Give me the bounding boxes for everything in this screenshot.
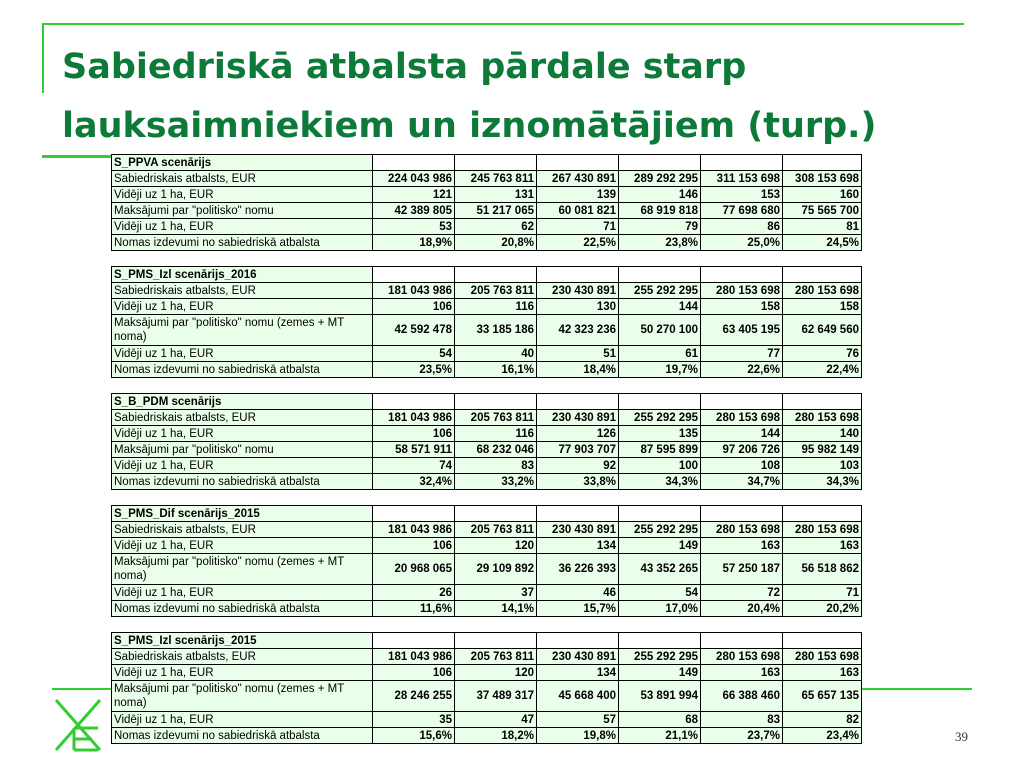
value-cell: 51 217 065: [455, 203, 537, 219]
value-cell: 245 763 811: [455, 171, 537, 187]
value-cell: 74: [373, 458, 455, 474]
empty-header-cell: [373, 506, 455, 522]
value-cell: 144: [619, 299, 701, 315]
value-cell: 280 153 698: [701, 522, 783, 538]
empty-header-cell: [619, 633, 701, 649]
value-cell: 25,0%: [701, 235, 783, 251]
scenario-name: S_PPVA scenārijs: [112, 155, 373, 171]
value-cell: 60 081 821: [537, 203, 619, 219]
empty-header-cell: [537, 394, 619, 410]
value-cell: 26: [373, 585, 455, 601]
left-accent-line: [42, 23, 44, 93]
value-cell: 280 153 698: [783, 283, 862, 299]
value-cell: 65 657 135: [783, 681, 862, 712]
value-cell: 255 292 295: [619, 410, 701, 426]
row-label: Vidēji uz 1 ha, EUR: [112, 538, 373, 554]
empty-header-cell: [701, 267, 783, 283]
value-cell: 230 430 891: [537, 410, 619, 426]
value-cell: 77 698 680: [701, 203, 783, 219]
value-cell: 230 430 891: [537, 283, 619, 299]
table-row: [112, 315, 862, 346]
value-cell: 103: [783, 458, 862, 474]
value-cell: 14,1%: [455, 601, 537, 617]
scenario-header-row: [112, 394, 862, 410]
value-cell: 280 153 698: [701, 283, 783, 299]
value-cell: 267 430 891: [537, 171, 619, 187]
empty-header-cell: [373, 633, 455, 649]
value-cell: 17,0%: [619, 601, 701, 617]
row-label: Nomas izdevumi no sabiedriskā atbalsta: [112, 235, 373, 251]
value-cell: 280 153 698: [783, 649, 862, 665]
value-cell: 149: [619, 538, 701, 554]
empty-header-cell: [783, 155, 862, 171]
value-cell: 24,5%: [783, 235, 862, 251]
value-cell: 46: [537, 585, 619, 601]
slide-title: Sabiedriskā atbalsta pārdale starp lauksaimniekiem un iznomātājiem (turp.): [62, 47, 877, 146]
value-cell: 33 185 186: [455, 315, 537, 346]
value-cell: 15,6%: [373, 728, 455, 744]
value-cell: 308 153 698: [783, 171, 862, 187]
value-cell: 163: [783, 538, 862, 554]
scenario-table: [111, 505, 862, 617]
value-cell: 120: [455, 538, 537, 554]
row-label: Maksājumi par "politisko" nomu: [112, 203, 373, 219]
value-cell: 181 043 986: [373, 410, 455, 426]
table-row: [112, 665, 862, 681]
value-cell: 56 518 862: [783, 554, 862, 585]
table-row: [112, 585, 862, 601]
value-cell: 57: [537, 712, 619, 728]
value-cell: 255 292 295: [619, 649, 701, 665]
value-cell: 36 226 393: [537, 554, 619, 585]
value-cell: 149: [619, 665, 701, 681]
scenario-header-row: [112, 267, 862, 283]
scenario-table: [111, 266, 862, 378]
table-spacer: [111, 378, 861, 393]
value-cell: 18,9%: [373, 235, 455, 251]
value-cell: 50 270 100: [619, 315, 701, 346]
row-label: Vidēji uz 1 ha, EUR: [112, 665, 373, 681]
value-cell: 120: [455, 665, 537, 681]
value-cell: 121: [373, 187, 455, 203]
value-cell: 47: [455, 712, 537, 728]
value-cell: 33,2%: [455, 474, 537, 490]
value-cell: 54: [373, 346, 455, 362]
value-cell: 160: [783, 187, 862, 203]
row-label: Sabiedriskais atbalsts, EUR: [112, 410, 373, 426]
empty-header-cell: [373, 267, 455, 283]
value-cell: 28 246 255: [373, 681, 455, 712]
value-cell: 16,1%: [455, 362, 537, 378]
table-row: [112, 410, 862, 426]
value-cell: 92: [537, 458, 619, 474]
value-cell: 68 919 818: [619, 203, 701, 219]
value-cell: 35: [373, 712, 455, 728]
value-cell: 18,2%: [455, 728, 537, 744]
table-row: [112, 426, 862, 442]
empty-header-cell: [701, 394, 783, 410]
value-cell: 33,8%: [537, 474, 619, 490]
row-label: Nomas izdevumi no sabiedriskā atbalsta: [112, 362, 373, 378]
scenario-table: [111, 393, 862, 490]
table-row: [112, 538, 862, 554]
row-label: Nomas izdevumi no sabiedriskā atbalsta: [112, 601, 373, 617]
value-cell: 68: [619, 712, 701, 728]
value-cell: 158: [701, 299, 783, 315]
logo-icon: [52, 698, 104, 752]
value-cell: 163: [783, 665, 862, 681]
table-row: [112, 442, 862, 458]
scenario-table: [111, 154, 862, 251]
value-cell: 29 109 892: [455, 554, 537, 585]
value-cell: 75 565 700: [783, 203, 862, 219]
value-cell: 11,6%: [373, 601, 455, 617]
row-label: Vidēji uz 1 ha, EUR: [112, 585, 373, 601]
value-cell: 34,3%: [783, 474, 862, 490]
value-cell: 140: [783, 426, 862, 442]
scenario-table: [111, 632, 862, 744]
value-cell: 289 292 295: [619, 171, 701, 187]
row-label: Nomas izdevumi no sabiedriskā atbalsta: [112, 728, 373, 744]
value-cell: 131: [455, 187, 537, 203]
top-accent-line: [42, 23, 964, 25]
empty-header-cell: [373, 394, 455, 410]
value-cell: 224 043 986: [373, 171, 455, 187]
value-cell: 45 668 400: [537, 681, 619, 712]
value-cell: 54: [619, 585, 701, 601]
empty-header-cell: [537, 155, 619, 171]
empty-header-cell: [455, 394, 537, 410]
value-cell: 42 592 478: [373, 315, 455, 346]
value-cell: 255 292 295: [619, 522, 701, 538]
table-row: [112, 522, 862, 538]
value-cell: 205 763 811: [455, 522, 537, 538]
value-cell: 51: [537, 346, 619, 362]
scenario-header-row: [112, 633, 862, 649]
value-cell: 77 903 707: [537, 442, 619, 458]
value-cell: 311 153 698: [701, 171, 783, 187]
empty-header-cell: [455, 155, 537, 171]
value-cell: 134: [537, 665, 619, 681]
value-cell: 95 982 149: [783, 442, 862, 458]
table-row: [112, 728, 862, 744]
table-spacer: [111, 490, 861, 505]
value-cell: 153: [701, 187, 783, 203]
row-label: Maksājumi par "politisko" nomu (zemes + MT noma): [112, 315, 373, 346]
empty-header-cell: [537, 267, 619, 283]
table-row: [112, 458, 862, 474]
scenario-name: S_PMS_Izl scenārijs_2016: [112, 267, 373, 283]
empty-header-cell: [455, 506, 537, 522]
value-cell: 22,6%: [701, 362, 783, 378]
empty-header-cell: [455, 267, 537, 283]
table-row: [112, 362, 862, 378]
value-cell: 23,4%: [783, 728, 862, 744]
value-cell: 43 352 265: [619, 554, 701, 585]
scenario-header-row: [112, 155, 862, 171]
scenario-tables: [111, 154, 861, 744]
table-row: [112, 219, 862, 235]
scenario-header-row: [112, 506, 862, 522]
value-cell: 83: [701, 712, 783, 728]
empty-header-cell: [783, 633, 862, 649]
value-cell: 34,7%: [701, 474, 783, 490]
value-cell: 106: [373, 538, 455, 554]
row-label: Vidēji uz 1 ha, EUR: [112, 299, 373, 315]
value-cell: 23,8%: [619, 235, 701, 251]
row-label: Vidēji uz 1 ha, EUR: [112, 458, 373, 474]
value-cell: 130: [537, 299, 619, 315]
empty-header-cell: [619, 267, 701, 283]
value-cell: 280 153 698: [783, 410, 862, 426]
value-cell: 66 388 460: [701, 681, 783, 712]
value-cell: 205 763 811: [455, 410, 537, 426]
scenario-name: S_PMS_Izl scenārijs_2015: [112, 633, 373, 649]
value-cell: 58 571 911: [373, 442, 455, 458]
table-row: [112, 712, 862, 728]
value-cell: 42 389 805: [373, 203, 455, 219]
value-cell: 37: [455, 585, 537, 601]
empty-header-cell: [701, 155, 783, 171]
value-cell: 77: [701, 346, 783, 362]
row-label: Maksājumi par "politisko" nomu (zemes + MT noma): [112, 554, 373, 585]
value-cell: 42 323 236: [537, 315, 619, 346]
value-cell: 20,8%: [455, 235, 537, 251]
value-cell: 97 206 726: [701, 442, 783, 458]
value-cell: 76: [783, 346, 862, 362]
empty-header-cell: [619, 506, 701, 522]
value-cell: 100: [619, 458, 701, 474]
value-cell: 116: [455, 426, 537, 442]
row-label: Vidēji uz 1 ha, EUR: [112, 346, 373, 362]
value-cell: 71: [537, 219, 619, 235]
value-cell: 280 153 698: [783, 522, 862, 538]
value-cell: 18,4%: [537, 362, 619, 378]
row-label: Vidēji uz 1 ha, EUR: [112, 712, 373, 728]
value-cell: 230 430 891: [537, 522, 619, 538]
value-cell: 68 232 046: [455, 442, 537, 458]
value-cell: 83: [455, 458, 537, 474]
row-label: Sabiedriskais atbalsts, EUR: [112, 649, 373, 665]
value-cell: 15,7%: [537, 601, 619, 617]
value-cell: 230 430 891: [537, 649, 619, 665]
table-row: [112, 299, 862, 315]
value-cell: 255 292 295: [619, 283, 701, 299]
value-cell: 81: [783, 219, 862, 235]
value-cell: 72: [701, 585, 783, 601]
row-label: Maksājumi par "politisko" nomu (zemes + MT noma): [112, 681, 373, 712]
value-cell: 71: [783, 585, 862, 601]
value-cell: 22,4%: [783, 362, 862, 378]
row-label: Vidēji uz 1 ha, EUR: [112, 426, 373, 442]
value-cell: 158: [783, 299, 862, 315]
table-row: [112, 474, 862, 490]
row-label: Sabiedriskais atbalsts, EUR: [112, 283, 373, 299]
empty-header-cell: [701, 633, 783, 649]
value-cell: 135: [619, 426, 701, 442]
value-cell: 20,2%: [783, 601, 862, 617]
value-cell: 57 250 187: [701, 554, 783, 585]
value-cell: 37 489 317: [455, 681, 537, 712]
value-cell: 61: [619, 346, 701, 362]
row-label: Vidēji uz 1 ha, EUR: [112, 219, 373, 235]
value-cell: 144: [701, 426, 783, 442]
value-cell: 181 043 986: [373, 522, 455, 538]
table-row: [112, 171, 862, 187]
value-cell: 82: [783, 712, 862, 728]
empty-header-cell: [537, 506, 619, 522]
value-cell: 20 968 065: [373, 554, 455, 585]
value-cell: 21,1%: [619, 728, 701, 744]
value-cell: 79: [619, 219, 701, 235]
value-cell: 53: [373, 219, 455, 235]
table-row: [112, 187, 862, 203]
value-cell: 205 763 811: [455, 649, 537, 665]
row-label: Vidēji uz 1 ha, EUR: [112, 187, 373, 203]
value-cell: 163: [701, 538, 783, 554]
scenario-name: S_PMS_Dif scenārijs_2015: [112, 506, 373, 522]
value-cell: 53 891 994: [619, 681, 701, 712]
row-label: Nomas izdevumi no sabiedriskā atbalsta: [112, 474, 373, 490]
value-cell: 163: [701, 665, 783, 681]
value-cell: 34,3%: [619, 474, 701, 490]
table-row: [112, 554, 862, 585]
value-cell: 22,5%: [537, 235, 619, 251]
empty-header-cell: [701, 506, 783, 522]
value-cell: 280 153 698: [701, 649, 783, 665]
value-cell: 32,4%: [373, 474, 455, 490]
table-row: [112, 681, 862, 712]
value-cell: 134: [537, 538, 619, 554]
value-cell: 20,4%: [701, 601, 783, 617]
value-cell: 23,7%: [701, 728, 783, 744]
value-cell: 181 043 986: [373, 283, 455, 299]
value-cell: 19,8%: [537, 728, 619, 744]
value-cell: 106: [373, 426, 455, 442]
table-spacer: [111, 251, 861, 266]
empty-header-cell: [783, 394, 862, 410]
value-cell: 181 043 986: [373, 649, 455, 665]
table-row: [112, 203, 862, 219]
empty-header-cell: [537, 633, 619, 649]
value-cell: 205 763 811: [455, 283, 537, 299]
table-row: [112, 601, 862, 617]
table-row: [112, 346, 862, 362]
table-row: [112, 649, 862, 665]
scenario-name: S_B_PDM scenārijs: [112, 394, 373, 410]
value-cell: 146: [619, 187, 701, 203]
empty-header-cell: [783, 267, 862, 283]
table-row: [112, 283, 862, 299]
empty-header-cell: [783, 506, 862, 522]
row-label: Maksājumi par "politisko" nomu: [112, 442, 373, 458]
value-cell: 139: [537, 187, 619, 203]
value-cell: 106: [373, 299, 455, 315]
empty-header-cell: [619, 155, 701, 171]
value-cell: 87 595 899: [619, 442, 701, 458]
value-cell: 23,5%: [373, 362, 455, 378]
value-cell: 280 153 698: [701, 410, 783, 426]
value-cell: 106: [373, 665, 455, 681]
page-number: 39: [955, 729, 968, 744]
value-cell: 126: [537, 426, 619, 442]
value-cell: 63 405 195: [701, 315, 783, 346]
value-cell: 62 649 560: [783, 315, 862, 346]
value-cell: 116: [455, 299, 537, 315]
table-row: [112, 235, 862, 251]
value-cell: 40: [455, 346, 537, 362]
value-cell: 108: [701, 458, 783, 474]
table-spacer: [111, 617, 861, 632]
value-cell: 19,7%: [619, 362, 701, 378]
row-label: Sabiedriskais atbalsts, EUR: [112, 171, 373, 187]
row-label: Sabiedriskais atbalsts, EUR: [112, 522, 373, 538]
value-cell: 86: [701, 219, 783, 235]
empty-header-cell: [455, 633, 537, 649]
empty-header-cell: [619, 394, 701, 410]
value-cell: 62: [455, 219, 537, 235]
empty-header-cell: [373, 155, 455, 171]
